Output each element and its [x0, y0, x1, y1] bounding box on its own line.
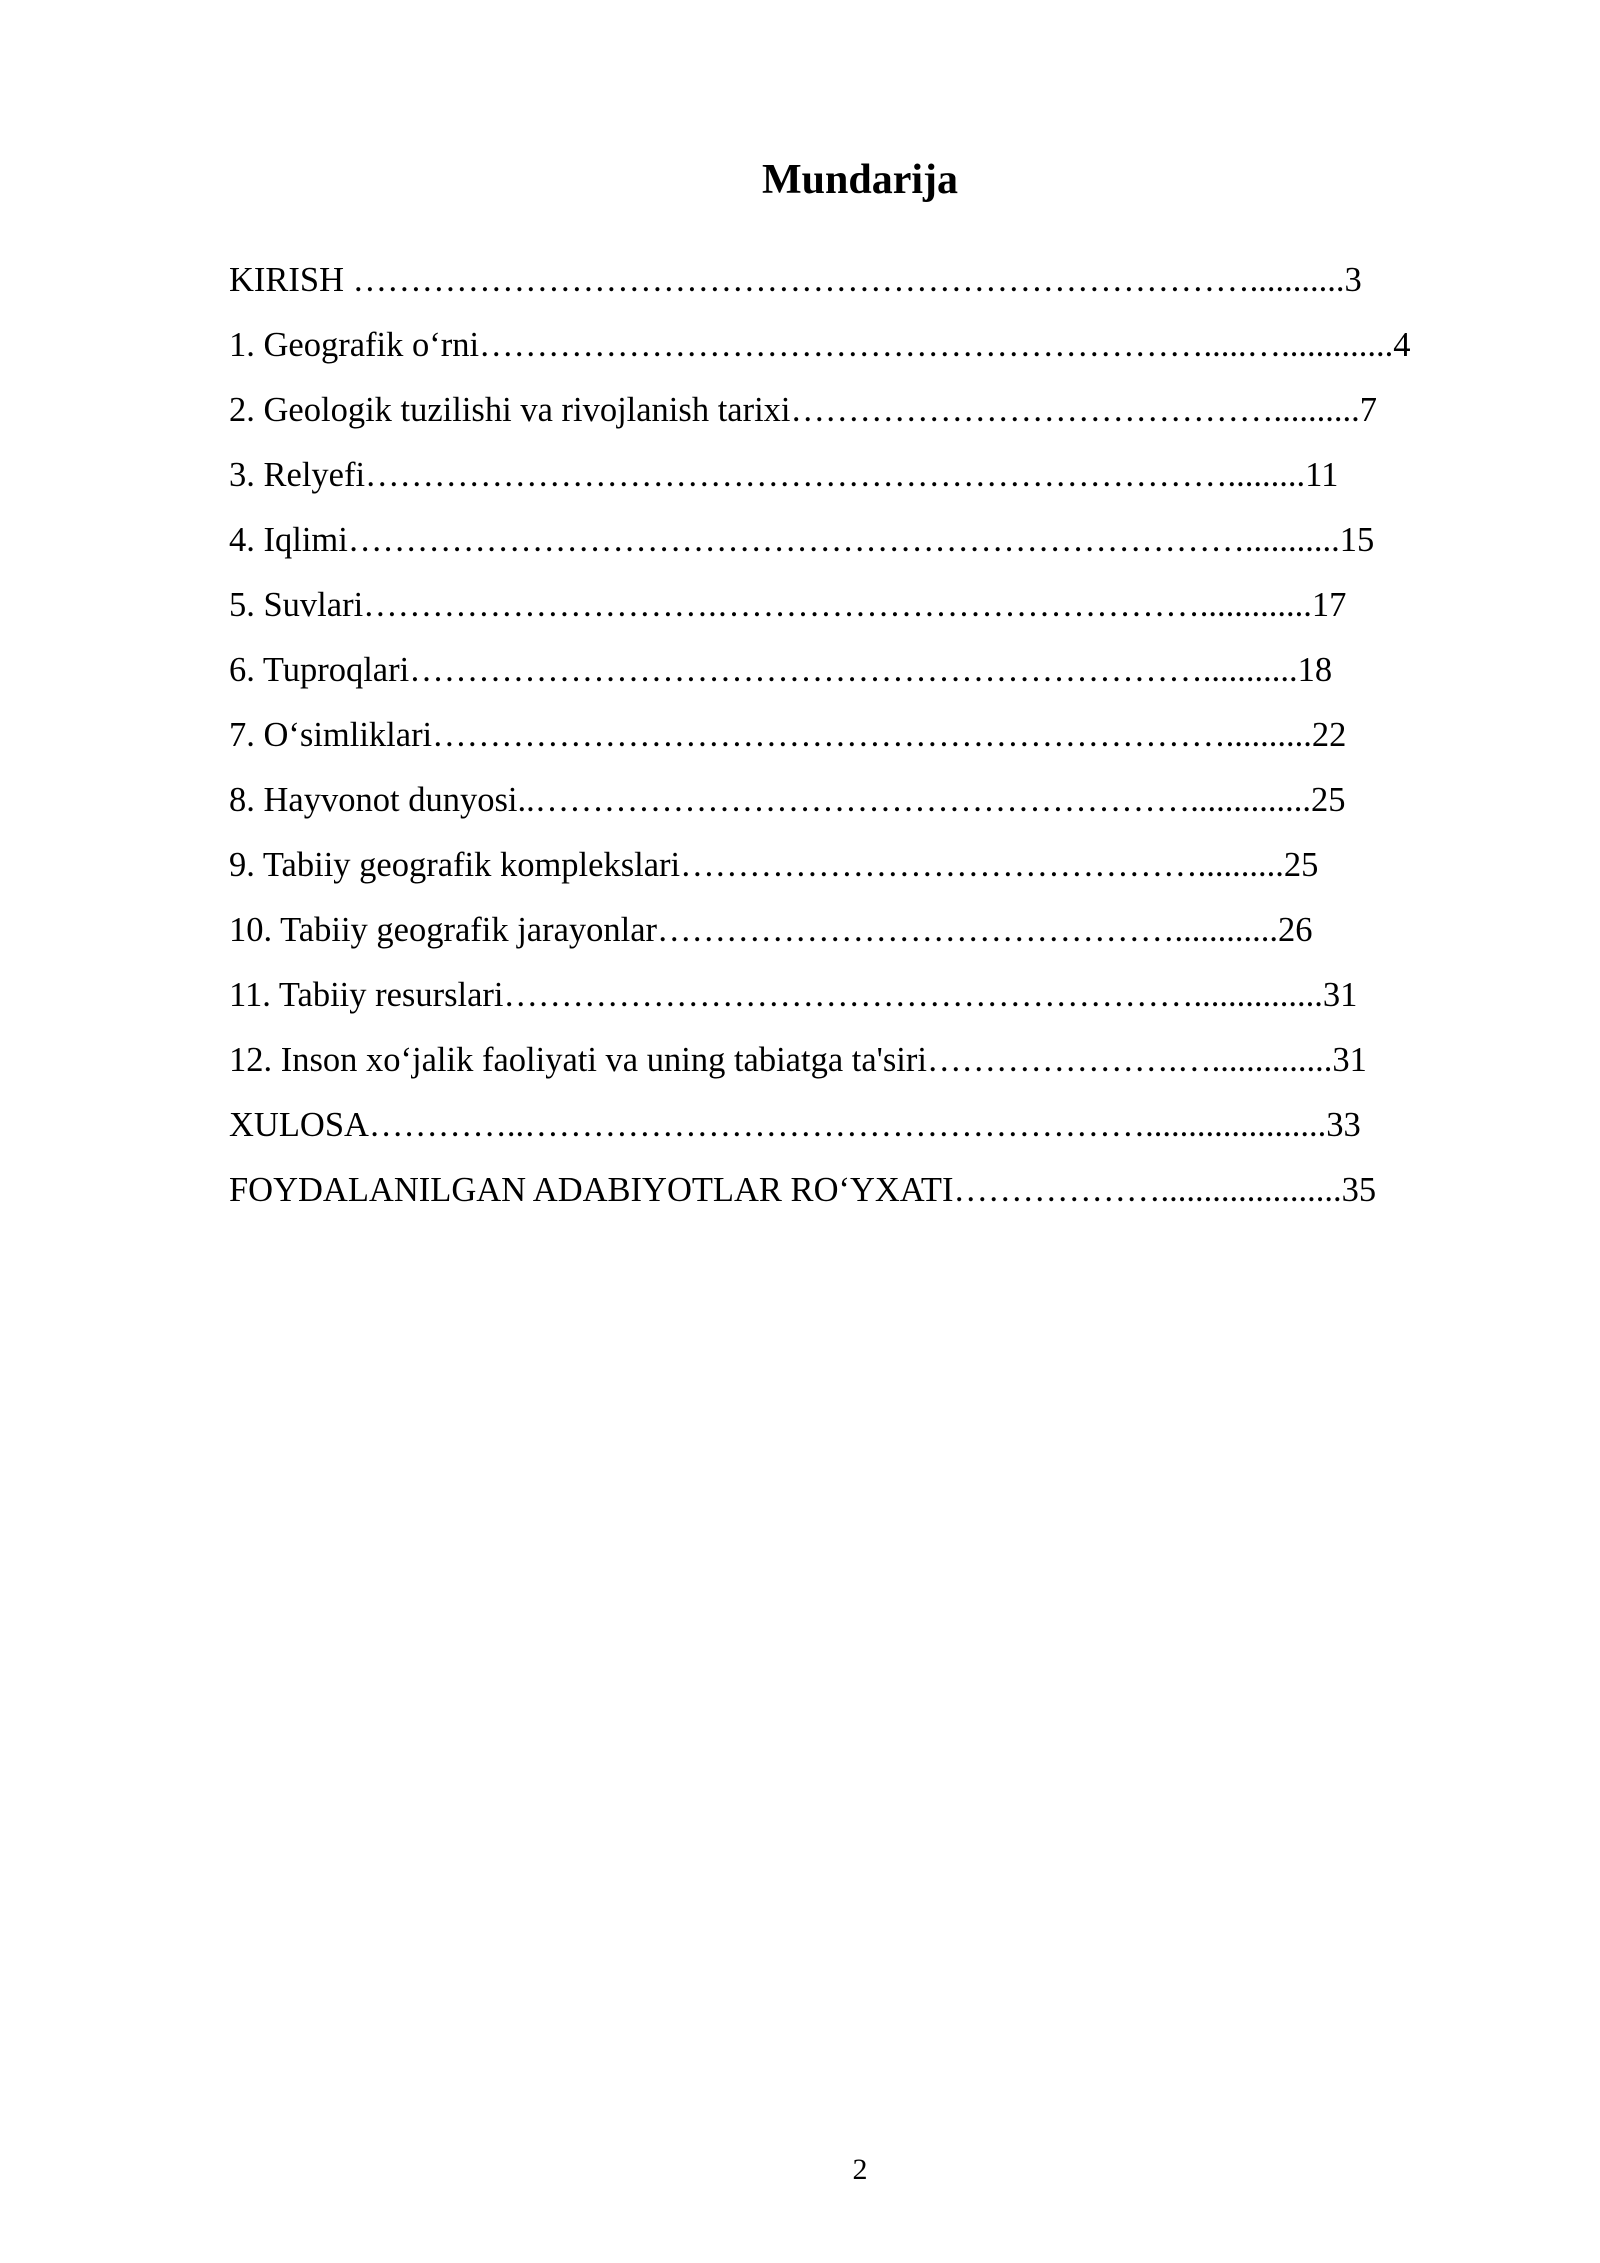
table-of-contents	[229, 248, 1411, 1223]
toc-entry-iqlimi[interactable]: 4. Iqlimi……………………………………………………………………...........15	[229, 521, 1375, 559]
page-title: Mundarija	[761, 157, 958, 203]
toc-entry-tuproqlari[interactable]: 6. Tuproqlari……………………………………………………………...........18	[229, 651, 1333, 689]
toc-entry-osimliklari[interactable]: 7. O‘simliklari……………………………………………………………..........22	[229, 716, 1347, 754]
toc-entry-tabiiy-resurslari[interactable]: 11. Tabiiy resurslari……………………………………………………...............31	[229, 976, 1358, 1014]
toc-entry-hayvonot-dunyosi[interactable]: 8. Hayvonot dunyosi..…………………………………………………..............25	[229, 781, 1346, 819]
toc-entry-adabiyotlar[interactable]: FOYDALANILGAN ADABIYOTLAR RO‘YXATI……………….....................35	[229, 1171, 1377, 1209]
page-number: 2	[852, 2153, 868, 2186]
toc-entry-tabiiy-jarayonlar[interactable]: 10. Tabiiy geografik jarayonlar………………………………………............26	[229, 911, 1313, 949]
toc-entry-tabiiy-komplekslari[interactable]: 9. Tabiiy geografik komplekslari………………………………………..........25	[229, 846, 1319, 884]
toc-entry-inson-faoliyati[interactable]: 12. Inson xo‘jalik faoliyati va uning tabiatga ta'siri………………….…..............31	[229, 1041, 1367, 1079]
toc-entry-suvlari[interactable]: 5. Suvlari………………………….…………………………………….............17	[229, 586, 1347, 624]
toc-entry-geologik-tuzilishi[interactable]: 2. Geologik tuzilishi va rivojlanish tarixi……………………………………..........7	[229, 391, 1378, 429]
toc-entry-xulosa[interactable]: XULOSA…………..……………………………………………….....................33	[229, 1106, 1361, 1144]
toc-entry-kirish[interactable]: KIRISH ……………………………………………………………………...........3	[229, 261, 1362, 299]
toc-entry-geografik-orni[interactable]: 1. Geografik o‘rni……………………………………………………….....….............4	[229, 326, 1411, 364]
toc-entry-relyefi[interactable]: 3. Relyefi………………………………………………………………….........11	[229, 456, 1339, 494]
